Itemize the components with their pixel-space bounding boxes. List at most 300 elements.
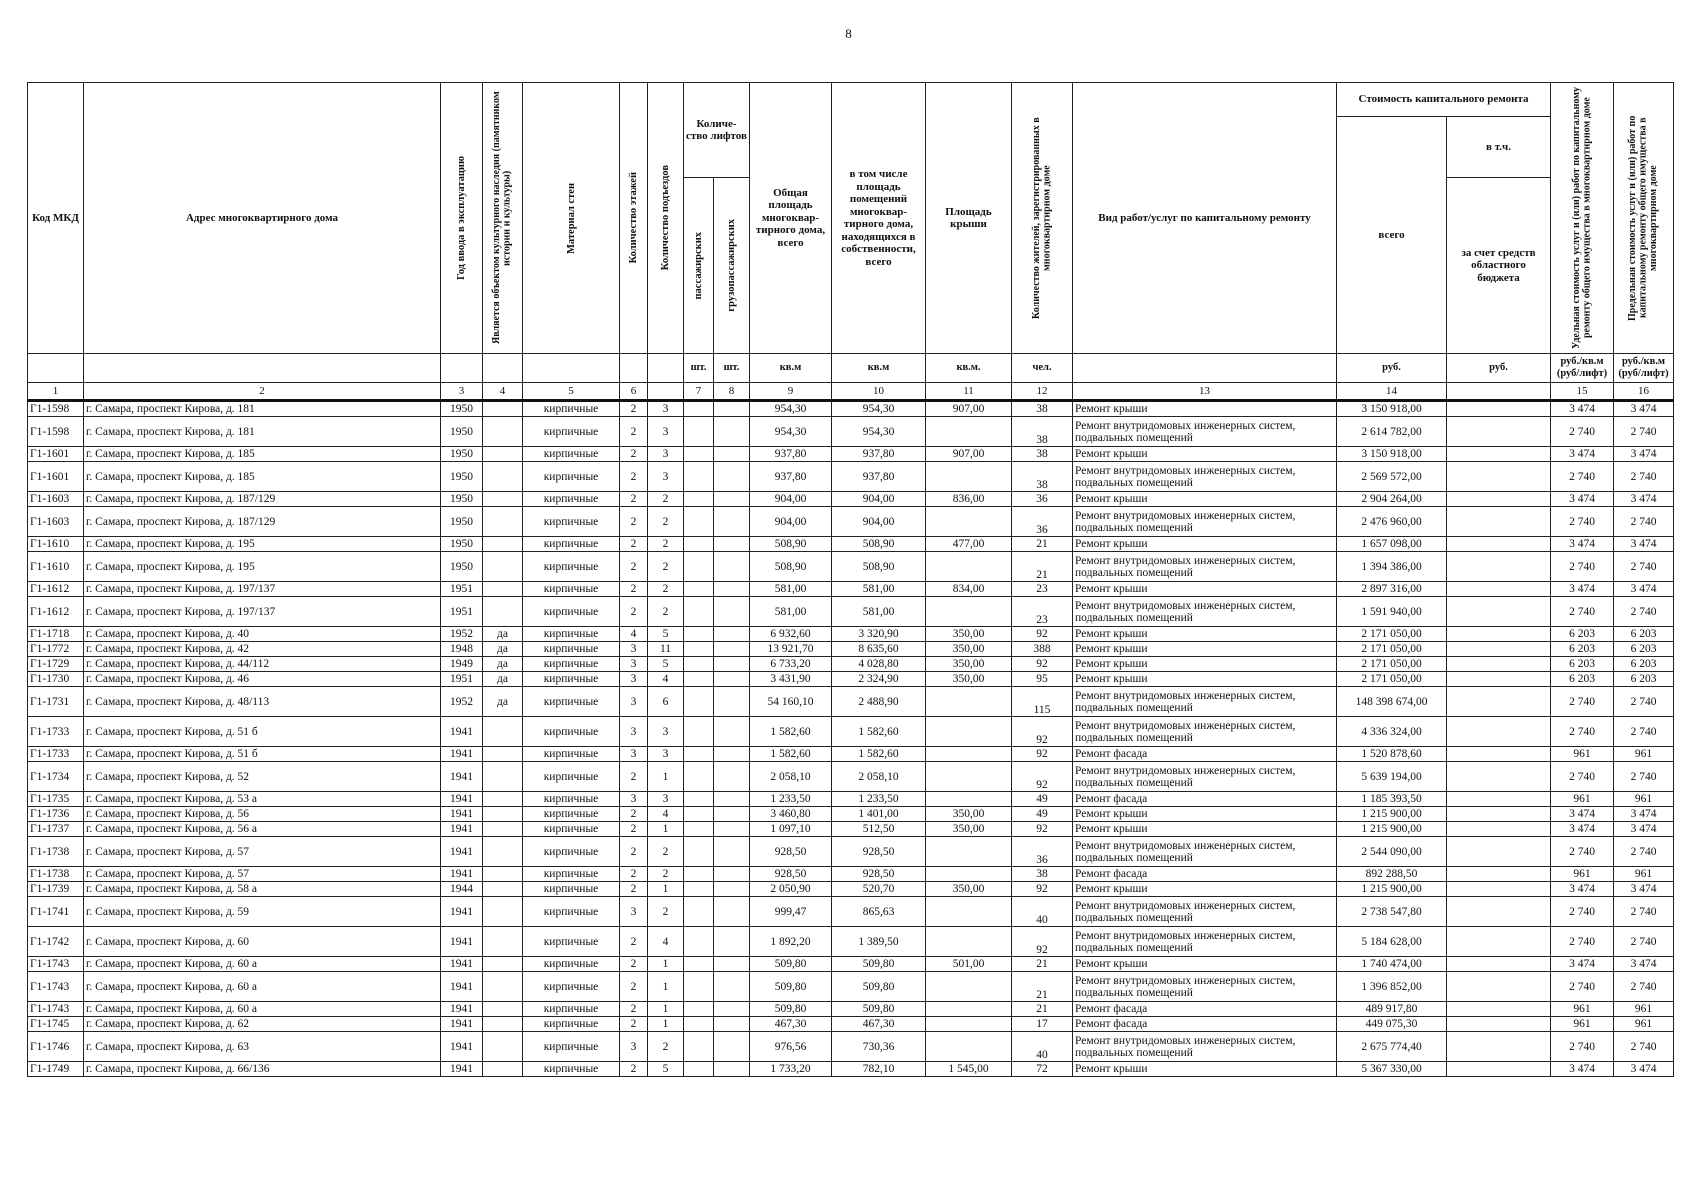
column-number: 13: [1073, 383, 1337, 401]
cell-residents: 92: [1012, 657, 1073, 672]
cell-walls: кирпичные: [523, 867, 620, 882]
cell-entrances: 5: [648, 627, 684, 642]
cell-year: 1941: [441, 747, 483, 762]
header-heritage: Является объектом культурного наследия (памятником истории и культуры): [491, 91, 513, 345]
cell-walls: кирпичные: [523, 507, 620, 537]
column-number: 10: [832, 383, 926, 401]
cell-cost-total: 2 171 050,00: [1337, 627, 1447, 642]
cell-walls: кирпичные: [523, 882, 620, 897]
cell-lifts-passenger: [684, 897, 714, 927]
cell-entrances: 2: [648, 492, 684, 507]
cell-max-cost: 3 474: [1614, 882, 1674, 897]
cell-year: 1951: [441, 672, 483, 687]
cell-owned-area: 467,30: [832, 1017, 926, 1032]
table-row: [28, 762, 1674, 792]
table-row: [28, 447, 1674, 462]
cell-cost-regional: [1447, 762, 1551, 792]
cell-total-area: 6 733,20: [750, 657, 832, 672]
cell-heritage: [483, 492, 523, 507]
cell-work: Ремонт фасада: [1073, 1017, 1337, 1032]
cell-work: Ремонт фасада: [1073, 747, 1337, 762]
cell-residents: 21: [1012, 537, 1073, 552]
table-row: [28, 972, 1674, 1002]
cell-walls: кирпичные: [523, 537, 620, 552]
cell-floors: 3: [620, 687, 648, 717]
table-row: [28, 401, 1674, 417]
cell-floors: 3: [620, 657, 648, 672]
table-row: [28, 837, 1674, 867]
cell-roof-area: [926, 747, 1012, 762]
cell-cost-total: 1 591 940,00: [1337, 597, 1447, 627]
cell-roof-area: 350,00: [926, 882, 1012, 897]
cell-max-cost: 2 740: [1614, 597, 1674, 627]
cell-code: Г1-1612: [28, 582, 84, 597]
cell-max-cost: 2 740: [1614, 462, 1674, 492]
cell-cost-regional: [1447, 1002, 1551, 1017]
column-number: 16: [1614, 383, 1674, 401]
cell-unit-cost: 2 740: [1551, 717, 1614, 747]
cell-walls: кирпичные: [523, 807, 620, 822]
cell-entrances: 11: [648, 642, 684, 657]
cell-residents: 21: [1012, 972, 1073, 1002]
cell-heritage: [483, 717, 523, 747]
cell-total-area: 54 160,10: [750, 687, 832, 717]
cell-unit-cost: 2 740: [1551, 507, 1614, 537]
cell-unit-cost: 6 203: [1551, 642, 1614, 657]
cell-code: Г1-1733: [28, 747, 84, 762]
header-entrances: Количество подъездов: [660, 165, 671, 271]
cell-total-area: 976,56: [750, 1032, 832, 1062]
cell-walls: кирпичные: [523, 747, 620, 762]
cell-address: г. Самара, проспект Кирова, д. 181: [84, 417, 441, 447]
cell-walls: кирпичные: [523, 657, 620, 672]
header-work: Вид работ/услуг по капитальному ремонту: [1073, 83, 1337, 354]
cell-roof-area: [926, 687, 1012, 717]
unit-unit-cost: руб./кв.м (руб/лифт): [1551, 354, 1614, 383]
cell-heritage: да: [483, 687, 523, 717]
cell-entrances: 2: [648, 582, 684, 597]
cell-residents: 40: [1012, 897, 1073, 927]
cell-total-area: 904,00: [750, 492, 832, 507]
cell-roof-area: 501,00: [926, 957, 1012, 972]
cell-floors: 2: [620, 552, 648, 582]
cell-cost-total: 2 171 050,00: [1337, 642, 1447, 657]
cell-work: Ремонт внутридомовых инженерных систем, подвальных помещений: [1073, 927, 1337, 957]
cell-lifts-cargo: [714, 1062, 750, 1077]
cell-unit-cost: 3 474: [1551, 447, 1614, 462]
cell-lifts-cargo: [714, 642, 750, 657]
cell-residents: 388: [1012, 642, 1073, 657]
cell-cost-total: 1 520 878,60: [1337, 747, 1447, 762]
cell-address: г. Самара, проспект Кирова, д. 187/129: [84, 492, 441, 507]
cell-roof-area: [926, 1017, 1012, 1032]
cell-lifts-cargo: [714, 507, 750, 537]
cell-lifts-passenger: [684, 807, 714, 822]
cell-max-cost: 3 474: [1614, 492, 1674, 507]
cell-unit-cost: 3 474: [1551, 1062, 1614, 1077]
cell-owned-area: 4 028,80: [832, 657, 926, 672]
cell-owned-area: 954,30: [832, 417, 926, 447]
column-number: 5: [523, 383, 620, 401]
cell-lifts-passenger: [684, 1017, 714, 1032]
cell-heritage: [483, 897, 523, 927]
cell-total-area: 509,80: [750, 972, 832, 1002]
cell-floors: 3: [620, 717, 648, 747]
header-cost: Стоимость капитального ремонта: [1337, 83, 1551, 117]
table-row: [28, 1002, 1674, 1017]
cell-address: г. Самара, проспект Кирова, д. 62: [84, 1017, 441, 1032]
cell-total-area: 1 733,20: [750, 1062, 832, 1077]
cell-walls: кирпичные: [523, 927, 620, 957]
cell-cost-total: 2 614 782,00: [1337, 417, 1447, 447]
cell-max-cost: 6 203: [1614, 672, 1674, 687]
cell-walls: кирпичные: [523, 837, 620, 867]
cell-total-area: 904,00: [750, 507, 832, 537]
cell-roof-area: 836,00: [926, 492, 1012, 507]
cell-cost-regional: [1447, 537, 1551, 552]
cell-entrances: 4: [648, 672, 684, 687]
table-row: [28, 897, 1674, 927]
cell-code: Г1-1601: [28, 447, 84, 462]
cell-work: Ремонт крыши: [1073, 1062, 1337, 1077]
cell-max-cost: 961: [1614, 792, 1674, 807]
cell-walls: кирпичные: [523, 897, 620, 927]
column-number: 4: [483, 383, 523, 401]
cell-walls: кирпичные: [523, 957, 620, 972]
cell-owned-area: 8 635,60: [832, 642, 926, 657]
cell-cost-regional: [1447, 417, 1551, 447]
capital-repair-register-table: [27, 82, 1674, 1077]
cell-heritage: [483, 762, 523, 792]
cell-floors: 2: [620, 957, 648, 972]
cell-code: Г1-1734: [28, 762, 84, 792]
cell-address: г. Самара, проспект Кирова, д. 60: [84, 927, 441, 957]
cell-unit-cost: 961: [1551, 867, 1614, 882]
cell-lifts-passenger: [684, 957, 714, 972]
cell-unit-cost: 2 740: [1551, 837, 1614, 867]
cell-heritage: [483, 462, 523, 492]
cell-lifts-cargo: [714, 1032, 750, 1062]
cell-code: Г1-1746: [28, 1032, 84, 1062]
cell-owned-area: 954,30: [832, 401, 926, 417]
cell-entrances: 3: [648, 462, 684, 492]
cell-heritage: [483, 747, 523, 762]
cell-work: Ремонт внутридомовых инженерных систем, подвальных помещений: [1073, 462, 1337, 492]
unit-cost-regional: руб.: [1447, 354, 1551, 383]
cell-cost-total: 5 639 194,00: [1337, 762, 1447, 792]
table-row: [28, 1062, 1674, 1077]
page-number: 8: [845, 26, 852, 41]
cell-entrances: 2: [648, 597, 684, 627]
cell-owned-area: 508,90: [832, 552, 926, 582]
cell-lifts-cargo: [714, 897, 750, 927]
cell-work: Ремонт внутридомовых инженерных систем, подвальных помещений: [1073, 552, 1337, 582]
cell-owned-area: 2 488,90: [832, 687, 926, 717]
cell-lifts-cargo: [714, 837, 750, 867]
cell-code: Г1-1738: [28, 837, 84, 867]
cell-lifts-passenger: [684, 927, 714, 957]
cell-total-area: 928,50: [750, 867, 832, 882]
cell-cost-regional: [1447, 657, 1551, 672]
column-number: 1: [28, 383, 84, 401]
cell-work: Ремонт крыши: [1073, 492, 1337, 507]
cell-unit-cost: 2 740: [1551, 1032, 1614, 1062]
cell-code: Г1-1610: [28, 537, 84, 552]
cell-address: г. Самара, проспект Кирова, д. 51 б: [84, 747, 441, 762]
cell-lifts-passenger: [684, 822, 714, 837]
cell-floors: 2: [620, 867, 648, 882]
cell-walls: кирпичные: [523, 462, 620, 492]
cell-address: г. Самара, проспект Кирова, д. 44/112: [84, 657, 441, 672]
cell-residents: 92: [1012, 762, 1073, 792]
cell-total-area: 508,90: [750, 552, 832, 582]
cell-address: г. Самара, проспект Кирова, д. 60 а: [84, 957, 441, 972]
cell-roof-area: [926, 867, 1012, 882]
cell-roof-area: [926, 597, 1012, 627]
cell-floors: 3: [620, 672, 648, 687]
cell-heritage: [483, 1032, 523, 1062]
cell-unit-cost: 3 474: [1551, 957, 1614, 972]
cell-entrances: 2: [648, 837, 684, 867]
column-number: 12: [1012, 383, 1073, 401]
cell-work: Ремонт крыши: [1073, 822, 1337, 837]
unit-owned-area: кв.м: [832, 354, 926, 383]
cell-work: Ремонт крыши: [1073, 582, 1337, 597]
cell-address: г. Самара, проспект Кирова, д. 66/136: [84, 1062, 441, 1077]
cell-year: 1950: [441, 537, 483, 552]
cell-heritage: да: [483, 627, 523, 642]
cell-year: 1941: [441, 972, 483, 1002]
unit-roof-area: кв.м.: [926, 354, 1012, 383]
cell-max-cost: 2 740: [1614, 417, 1674, 447]
cell-lifts-passenger: [684, 672, 714, 687]
cell-total-area: 1 892,20: [750, 927, 832, 957]
cell-residents: 38: [1012, 401, 1073, 417]
header-floors: Количество этажей: [628, 172, 639, 264]
cell-unit-cost: 3 474: [1551, 401, 1614, 417]
cell-unit-cost: 3 474: [1551, 822, 1614, 837]
cell-owned-area: 509,80: [832, 957, 926, 972]
cell-code: Г1-1742: [28, 927, 84, 957]
cell-max-cost: 3 474: [1614, 537, 1674, 552]
cell-residents: 92: [1012, 747, 1073, 762]
cell-unit-cost: 961: [1551, 1002, 1614, 1017]
cell-entrances: 6: [648, 687, 684, 717]
cell-total-area: 13 921,70: [750, 642, 832, 657]
cell-residents: 36: [1012, 837, 1073, 867]
cell-cost-total: 4 336 324,00: [1337, 717, 1447, 747]
cell-residents: 23: [1012, 597, 1073, 627]
cell-owned-area: 1 233,50: [832, 792, 926, 807]
cell-code: Г1-1718: [28, 627, 84, 642]
cell-code: Г1-1731: [28, 687, 84, 717]
cell-floors: 2: [620, 822, 648, 837]
cell-owned-area: 581,00: [832, 597, 926, 627]
header-lifts-passenger: пассажирских: [693, 231, 704, 300]
header-lifts-cargo: грузопассажирских: [726, 219, 737, 312]
cell-lifts-passenger: [684, 1002, 714, 1017]
cell-owned-area: 730,36: [832, 1032, 926, 1062]
cell-owned-area: 904,00: [832, 492, 926, 507]
table-row: [28, 492, 1674, 507]
cell-walls: кирпичные: [523, 687, 620, 717]
cell-work: Ремонт крыши: [1073, 627, 1337, 642]
cell-max-cost: 961: [1614, 1017, 1674, 1032]
cell-heritage: [483, 972, 523, 1002]
cell-roof-area: 907,00: [926, 401, 1012, 417]
cell-walls: кирпичные: [523, 447, 620, 462]
cell-work: Ремонт крыши: [1073, 401, 1337, 417]
cell-address: г. Самара, проспект Кирова, д. 56 а: [84, 822, 441, 837]
cell-lifts-cargo: [714, 822, 750, 837]
cell-max-cost: 2 740: [1614, 837, 1674, 867]
cell-roof-area: 907,00: [926, 447, 1012, 462]
cell-cost-regional: [1447, 882, 1551, 897]
cell-cost-total: 3 150 918,00: [1337, 447, 1447, 462]
cell-residents: 21: [1012, 1002, 1073, 1017]
cell-residents: 49: [1012, 792, 1073, 807]
cell-lifts-passenger: [684, 762, 714, 792]
cell-lifts-passenger: [684, 552, 714, 582]
cell-walls: кирпичные: [523, 417, 620, 447]
cell-lifts-passenger: [684, 867, 714, 882]
cell-work: Ремонт внутридомовых инженерных систем, подвальных помещений: [1073, 507, 1337, 537]
cell-roof-area: [926, 792, 1012, 807]
table-row: [28, 687, 1674, 717]
cell-code: Г1-1745: [28, 1017, 84, 1032]
cell-unit-cost: 3 474: [1551, 807, 1614, 822]
cell-residents: 40: [1012, 1032, 1073, 1062]
cell-cost-regional: [1447, 582, 1551, 597]
cell-work: Ремонт крыши: [1073, 882, 1337, 897]
cell-unit-cost: 3 474: [1551, 537, 1614, 552]
cell-residents: 92: [1012, 822, 1073, 837]
cell-walls: кирпичные: [523, 822, 620, 837]
cell-heritage: [483, 552, 523, 582]
cell-cost-regional: [1447, 747, 1551, 762]
cell-owned-area: 3 320,90: [832, 627, 926, 642]
cell-cost-total: 892 288,50: [1337, 867, 1447, 882]
cell-floors: 3: [620, 792, 648, 807]
cell-address: г. Самара, проспект Кирова, д. 57: [84, 837, 441, 867]
cell-roof-area: [926, 417, 1012, 447]
cell-unit-cost: 2 740: [1551, 762, 1614, 792]
cell-year: 1950: [441, 401, 483, 417]
cell-year: 1941: [441, 957, 483, 972]
cell-heritage: [483, 807, 523, 822]
cell-max-cost: 2 740: [1614, 552, 1674, 582]
cell-cost-total: 1 396 852,00: [1337, 972, 1447, 1002]
cell-work: Ремонт внутридомовых инженерных систем, подвальных помещений: [1073, 897, 1337, 927]
cell-work: Ремонт внутридомовых инженерных систем, подвальных помещений: [1073, 687, 1337, 717]
table-row: [28, 927, 1674, 957]
column-number: 11: [926, 383, 1012, 401]
cell-unit-cost: 2 740: [1551, 687, 1614, 717]
cell-floors: 2: [620, 972, 648, 1002]
cell-total-area: 937,80: [750, 447, 832, 462]
cell-owned-area: 512,50: [832, 822, 926, 837]
table-body: [28, 401, 1674, 1077]
cell-total-area: 3 460,80: [750, 807, 832, 822]
header-total-area: Общая площадь многоквар-тирного дома, всего: [750, 83, 832, 354]
cell-max-cost: 2 740: [1614, 717, 1674, 747]
cell-residents: 38: [1012, 417, 1073, 447]
cell-lifts-cargo: [714, 807, 750, 822]
header-walls: Материал стен: [565, 182, 577, 254]
cell-residents: 23: [1012, 582, 1073, 597]
cell-lifts-cargo: [714, 552, 750, 582]
cell-cost-total: 2 171 050,00: [1337, 657, 1447, 672]
cell-heritage: да: [483, 657, 523, 672]
table-row: [28, 627, 1674, 642]
cell-year: 1941: [441, 762, 483, 792]
cell-lifts-cargo: [714, 627, 750, 642]
cell-cost-regional: [1447, 687, 1551, 717]
cell-code: Г1-1739: [28, 882, 84, 897]
cell-work: Ремонт фасада: [1073, 867, 1337, 882]
cell-address: г. Самара, проспект Кирова, д. 51 б: [84, 717, 441, 747]
table-row: [28, 882, 1674, 897]
cell-entrances: 3: [648, 417, 684, 447]
cell-work: Ремонт внутридомовых инженерных систем, подвальных помещений: [1073, 837, 1337, 867]
cell-walls: кирпичные: [523, 552, 620, 582]
cell-max-cost: 2 740: [1614, 897, 1674, 927]
cell-lifts-passenger: [684, 1032, 714, 1062]
cell-residents: 92: [1012, 717, 1073, 747]
cell-entrances: 3: [648, 747, 684, 762]
cell-heritage: [483, 792, 523, 807]
unit-pcs-passenger: шт.: [684, 354, 714, 383]
table-row: [28, 957, 1674, 972]
table-row: [28, 552, 1674, 582]
cell-cost-regional: [1447, 597, 1551, 627]
cell-lifts-passenger: [684, 837, 714, 867]
cell-heritage: [483, 507, 523, 537]
cell-cost-regional: [1447, 627, 1551, 642]
cell-total-area: 581,00: [750, 582, 832, 597]
cell-heritage: [483, 837, 523, 867]
cell-work: Ремонт крыши: [1073, 537, 1337, 552]
cell-heritage: [483, 417, 523, 447]
cell-code: Г1-1603: [28, 507, 84, 537]
cell-cost-total: 2 476 960,00: [1337, 507, 1447, 537]
cell-walls: кирпичные: [523, 672, 620, 687]
header-cost-regional: за счет средств областного бюджета: [1447, 178, 1551, 354]
cell-year: 1952: [441, 627, 483, 642]
cell-residents: 38: [1012, 867, 1073, 882]
cell-residents: 36: [1012, 492, 1073, 507]
cell-cost-regional: [1447, 972, 1551, 1002]
cell-cost-total: 1 215 900,00: [1337, 807, 1447, 822]
cell-max-cost: 3 474: [1614, 1062, 1674, 1077]
cell-lifts-cargo: [714, 687, 750, 717]
cell-address: г. Самара, проспект Кирова, д. 46: [84, 672, 441, 687]
cell-code: Г1-1598: [28, 417, 84, 447]
cell-year: 1941: [441, 1002, 483, 1017]
cell-address: г. Самара, проспект Кирова, д. 60 а: [84, 1002, 441, 1017]
cell-unit-cost: 2 740: [1551, 417, 1614, 447]
cell-walls: кирпичные: [523, 792, 620, 807]
cell-max-cost: 3 474: [1614, 957, 1674, 972]
cell-address: г. Самара, проспект Кирова, д. 60 а: [84, 972, 441, 1002]
cell-lifts-cargo: [714, 597, 750, 627]
cell-code: Г1-1598: [28, 401, 84, 417]
cell-roof-area: [926, 462, 1012, 492]
cell-cost-regional: [1447, 1032, 1551, 1062]
cell-total-area: 1 582,60: [750, 717, 832, 747]
cell-lifts-passenger: [684, 462, 714, 492]
cell-roof-area: 350,00: [926, 822, 1012, 837]
